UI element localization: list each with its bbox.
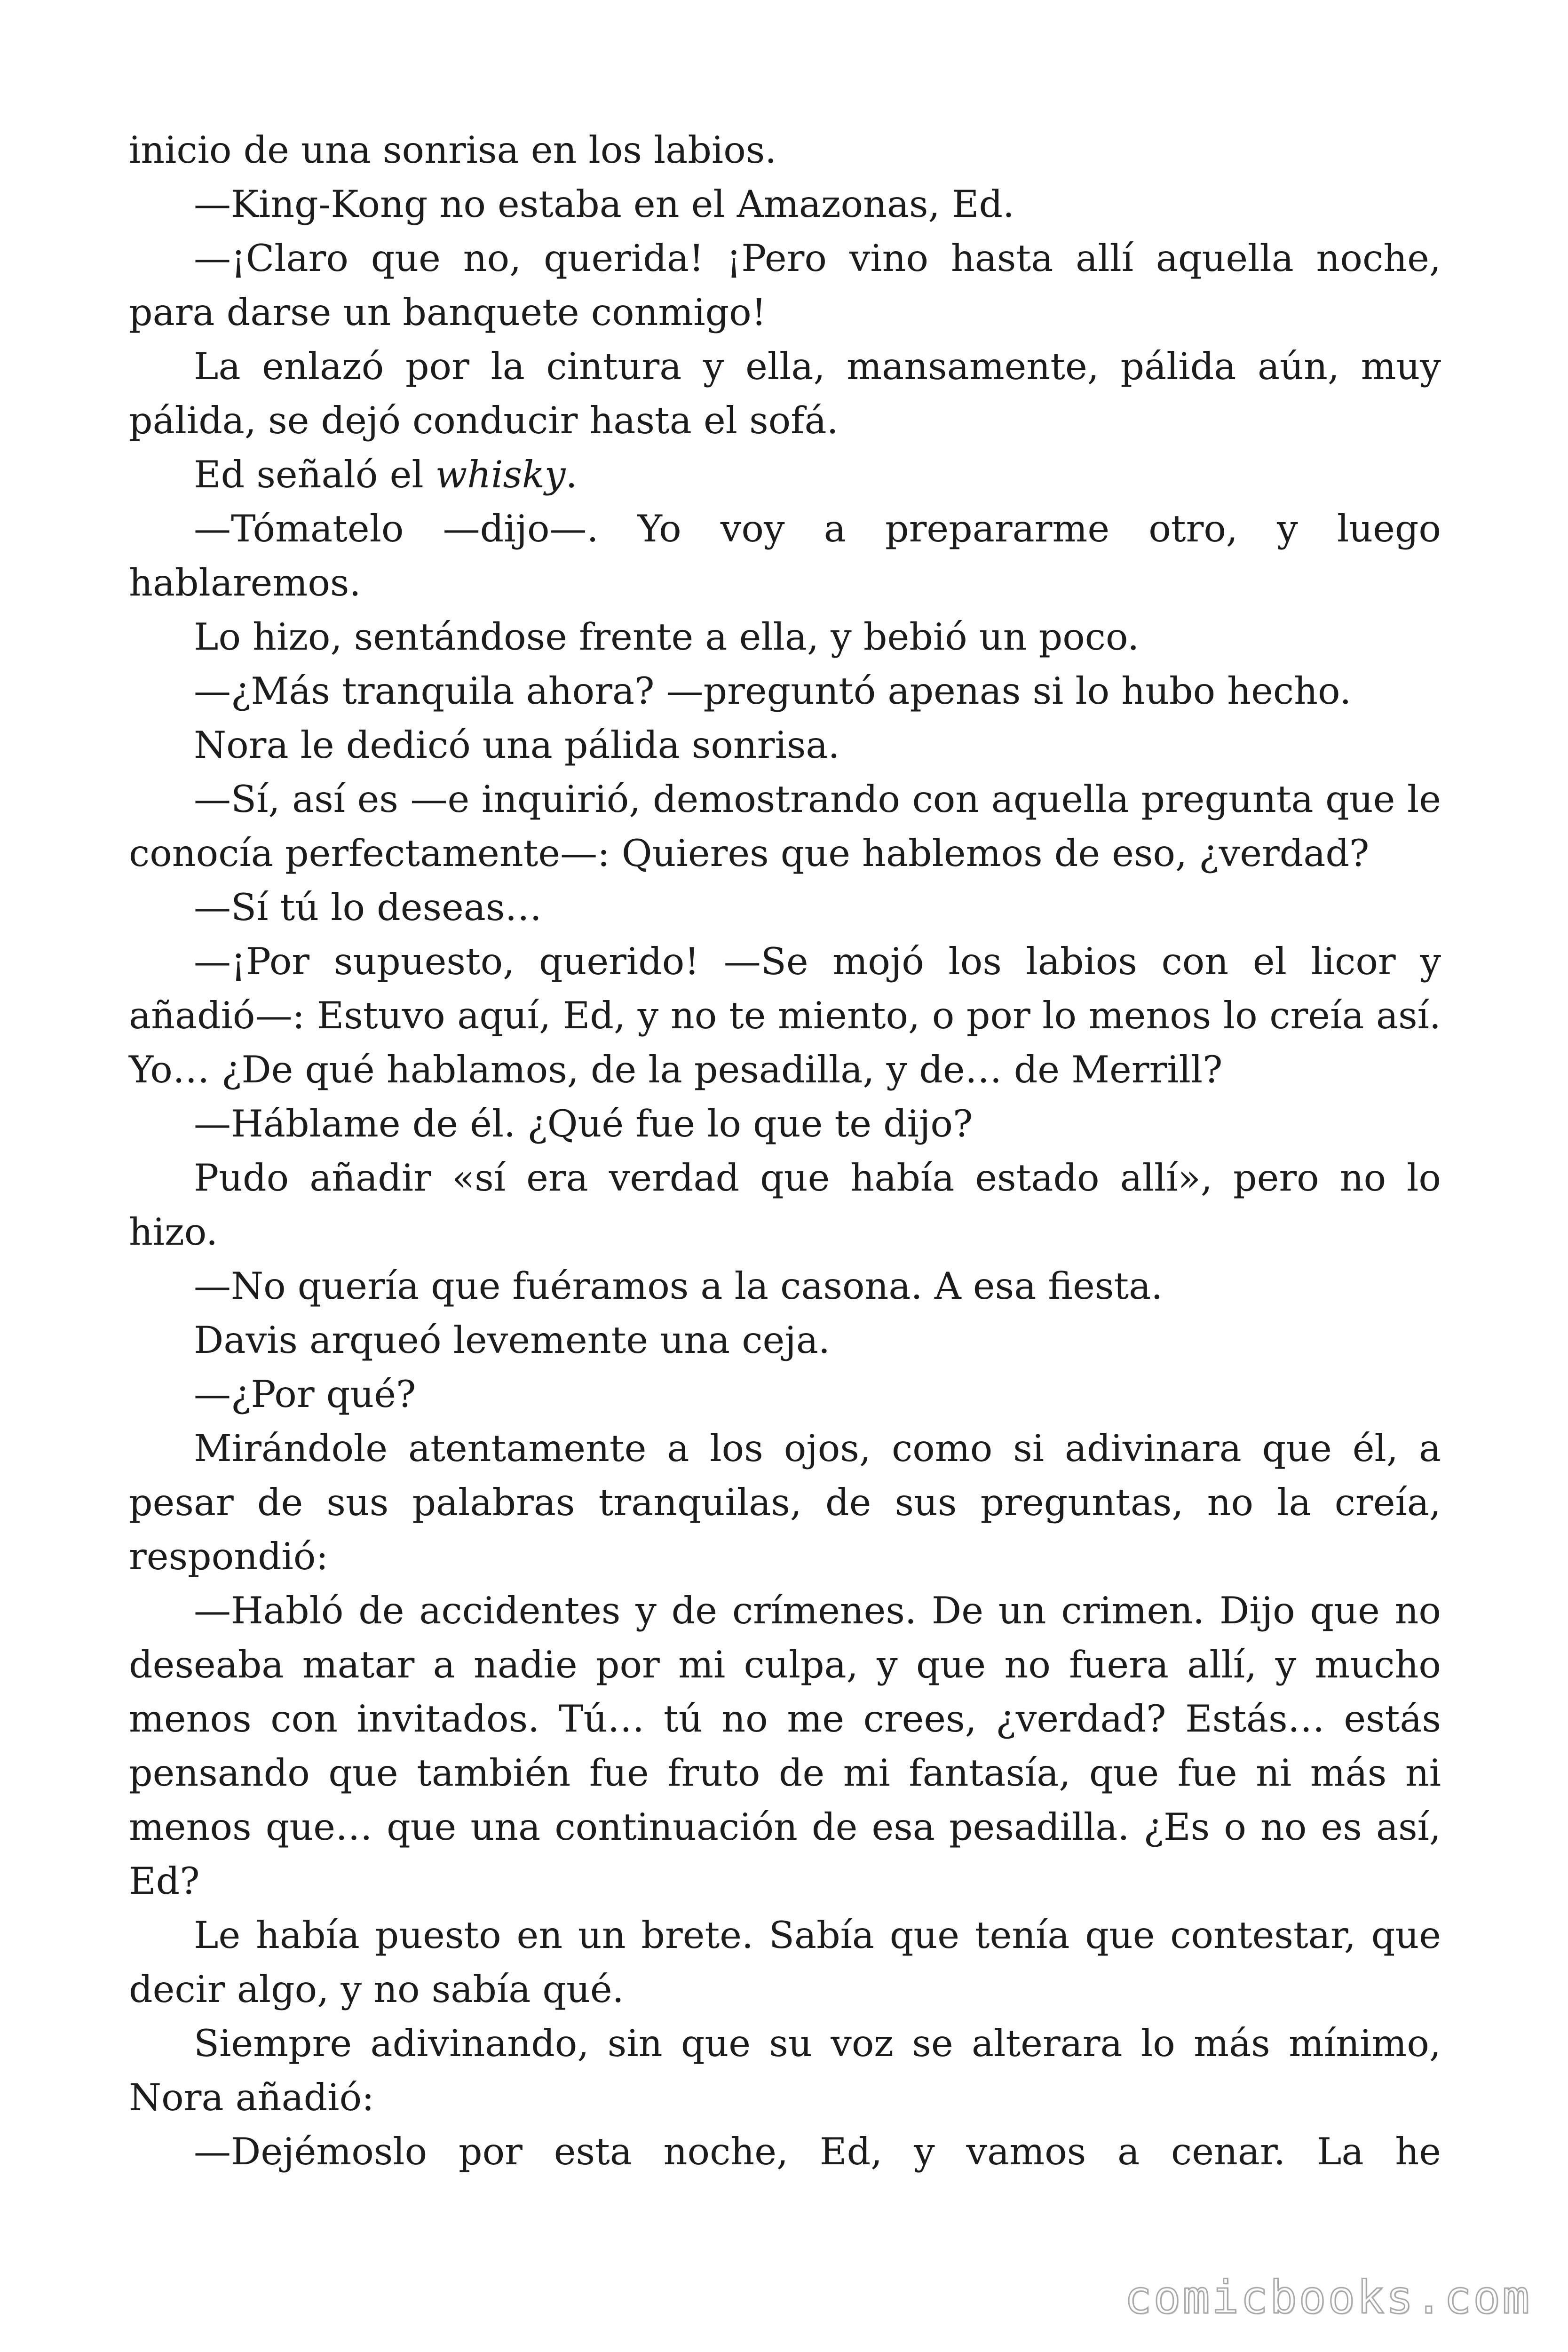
watermark: comicbooks.com	[1124, 2271, 1531, 2324]
paragraph-14: Pudo añadir «sí era verdad que había estado allí», pero no lo hizo.	[129, 1156, 1441, 1254]
paragraph-5	[129, 448, 1441, 502]
paragraph-1: inicio de una sonrisa en los labios.	[129, 128, 777, 172]
paragraph-8: —¿Más tranquila ahora? —preguntó apenas si lo hubo hecho.	[194, 669, 1352, 713]
paragraph-9: Nora le dedicó una pálida sonrisa.	[194, 723, 840, 767]
paragraph-7: Lo hizo, sentándose frente a ella, y bebió un poco.	[194, 615, 1140, 659]
paragraph-2: —King-Kong no estaba en el Amazonas, Ed.	[194, 183, 1015, 226]
paragraph-18: Mirándole atentamente a los ojos, como si adivinara que él, a pesar de sus palabras tranquilas, de sus preguntas, no la creía, respondió:	[129, 1427, 1441, 1578]
book-page	[129, 123, 1441, 2179]
paragraph-5-before: Ed señaló el	[194, 453, 436, 496]
paragraph-22: —Dejémoslo por esta noche, Ed, y vamos a cenar. La he	[194, 2130, 1441, 2173]
paragraph-15: —No quería que fuéramos a la casona. A esa fiesta.	[194, 1264, 1163, 1308]
paragraph-10: —Sí, así es —e inquirió, demostrando con aquella pregunta que le conocía perfectamente—: Quieres que hablemos de eso, ¿verdad?	[129, 778, 1441, 875]
paragraph-21: Siempre adivinando, sin que su voz se alterara lo más mínimo, Nora añadió:	[129, 2022, 1441, 2119]
paragraph-5-after: .	[565, 453, 578, 496]
paragraph-6: —Tómatelo —dijo—. Yo voy a prepararme otro, y luego hablaremos.	[129, 507, 1441, 604]
paragraph-20: Le había puesto en un brete. Sabía que tenía que contestar, que decir algo, y no sabía qué.	[129, 1914, 1441, 2011]
paragraph-11: —Sí tú lo deseas…	[194, 886, 542, 929]
paragraph-13: —Háblame de él. ¿Qué fue lo que te dijo?	[194, 1102, 973, 1145]
paragraph-12: —¡Por supuesto, querido! —Se mojó los labios con el licor y añadió—: Estuvo aquí, Ed, y no te miento, o por lo menos lo creía así. Yo… ¿De qué hablamos, de la pesadilla, y de… de Merrill?	[129, 940, 1441, 1091]
paragraph-16: Davis arqueó levemente una ceja.	[194, 1319, 830, 1362]
paragraph-4: La enlazó por la cintura y ella, mansamente, pálida aún, muy pálida, se dejó conducir hasta el sofá.	[129, 345, 1441, 442]
paragraph-17: —¿Por qué?	[194, 1373, 416, 1416]
paragraph-5-emphasis: whisky	[435, 453, 566, 496]
paragraph-19: —Habló de accidentes y de crímenes. De un crimen. Dijo que no deseaba matar a nadie por mi culpa, y que no fuera allí, y mucho menos con invitados. Tú… tú no me crees, ¿verdad? Estás… estás pensando que también fue fruto de mi fantasía, que fue ni más ni menos que… que una continuación de esa pesadilla. ¿Es o no es así, Ed?	[129, 1589, 1441, 1903]
paragraph-3: —¡Claro que no, querida! ¡Pero vino hasta allí aquella noche, para darse un banquete conmigo!	[129, 237, 1441, 334]
